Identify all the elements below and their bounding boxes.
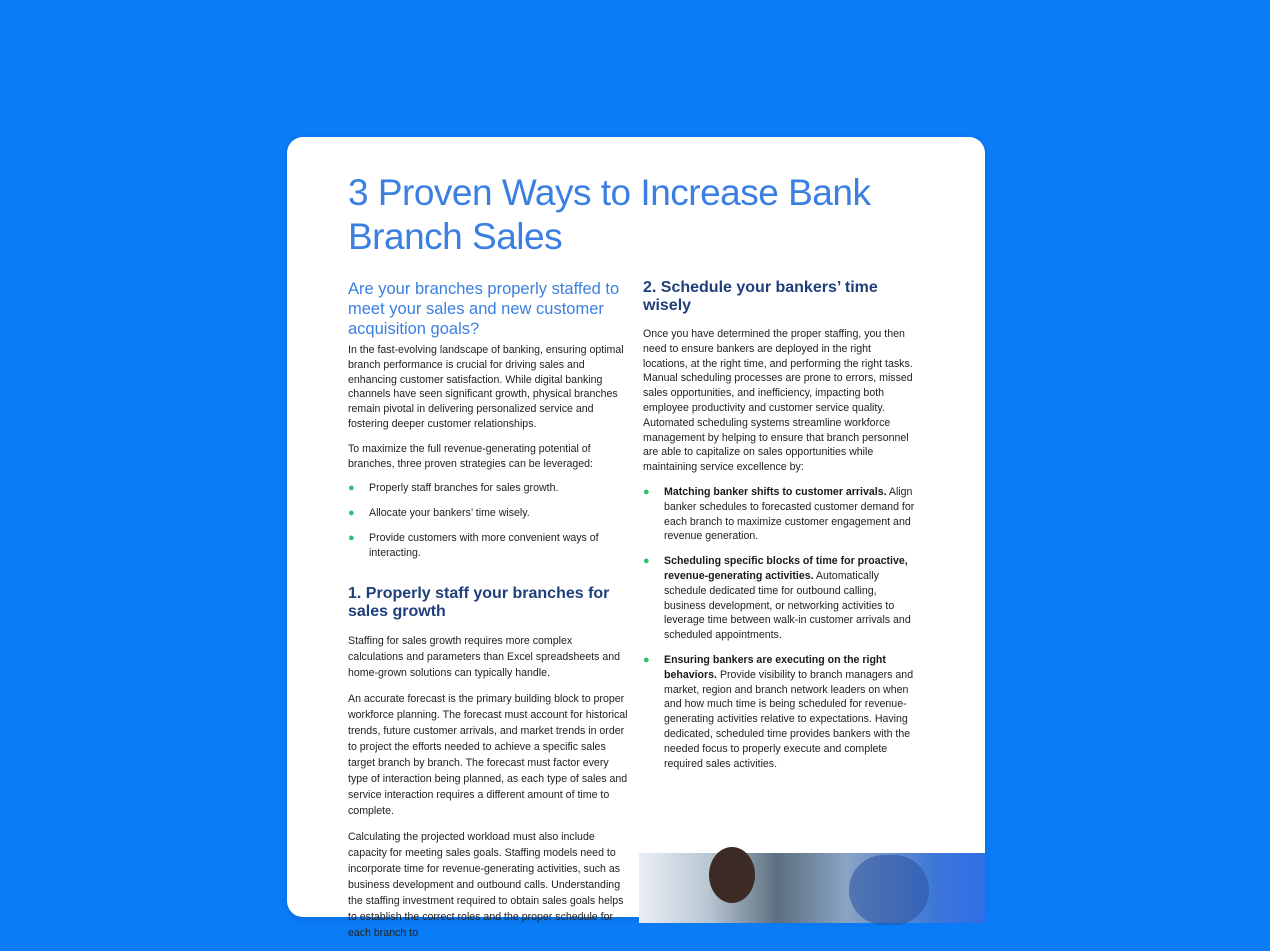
- document-title: 3 Proven Ways to Increase Bank Branch Sales: [348, 172, 871, 257]
- list-item: ● Matching banker shifts to customer arrivals. Align banker schedules to forecasted customer demand for each branch to maximize customer engagement and revenue generation.: [643, 485, 915, 543]
- list-item: ● Scheduling specific blocks of time for proactive, revenue-generating activities. Automatically schedule dedicated time for outbound calling, business development, or networking activities to leverage time between walk-in customer arrivals and scheduled appointments.: [643, 555, 911, 642]
- intro-question: Are your branches properly staffed to meet your sales and new customer acquisition goals?: [348, 280, 620, 338]
- list-item: ● Properly staff branches for sales growth.: [348, 482, 559, 495]
- section-1-heading: 1. Properly staff your branches for sales growth: [348, 584, 610, 620]
- section-1-paragraph-2: An accurate forecast is the primary building block to proper workforce planning. The forecast must account for historical trends, future customer arrivals, and market trends in order to project the efforts needed to achieve a specific sales target branch by branch. The forecast must factor every type of interaction being planned, as each type of sales and service interaction requires a different amount of time to complete.: [348, 692, 628, 817]
- bankers-photo: [639, 853, 985, 923]
- bullet-dot-icon: ●: [348, 482, 355, 495]
- bullet-dot-icon: ●: [348, 531, 355, 544]
- list-item: ● Allocate your bankers’ time wisely.: [348, 507, 530, 520]
- list-item: ● Ensuring bankers are executing on the right behaviors. Provide visibility to branch managers and market, region and branch network leaders on when and how much time is being scheduled for revenue-generating activities relative to expectations. Having dedicated, scheduled time provides bankers with the needed focus to properly execute and complete required sales activities.: [643, 653, 914, 770]
- intro-paragraph-2: To maximize the full revenue-generating potential of branches, three proven strategies can be leveraged:: [348, 442, 593, 470]
- bullet-dot-icon: ●: [348, 507, 355, 520]
- right-column: [643, 279, 915, 781]
- section-2-paragraph: Once you have determined the proper staffing, you then need to ensure bankers are deployed in the right locations, at the right time, and performing the right tasks. Manual scheduling processes are prone to errors, missed sales opportunities, and inefficiency, impacting both employee productivity and customer service quality. Automated scheduling systems streamline workforce management by helping to ensure that branch personnel are able to capitalize on sales opportunities while maintaining service excellence by:: [643, 328, 913, 474]
- bullet-dot-icon: ●: [643, 653, 650, 666]
- scheduling-list: [643, 485, 915, 771]
- left-column: [348, 279, 630, 951]
- person-silhouette: [709, 847, 755, 903]
- section-2-heading: 2. Schedule your bankers’ time wisely: [643, 279, 878, 314]
- section-1-paragraph-1: Staffing for sales growth requires more complex calculations and parameters than Excel spreadsheets and home-grown solutions can typically handle.: [348, 634, 621, 679]
- list-item: ● Provide customers with more convenient ways of interacting.: [348, 531, 599, 559]
- document-page: [287, 137, 985, 939]
- strategy-list: [348, 481, 630, 560]
- intro-paragraph-1: In the fast-evolving landscape of banking, ensuring optimal branch performance is crucial for driving sales and enhancing customer satisfaction. While digital banking channels have seen significant growth, physical branches remain pivotal in delivering personalized service and fostering deeper customer relationships.: [348, 344, 624, 430]
- person-silhouette: [849, 855, 929, 925]
- bullet-dot-icon: ●: [643, 555, 650, 568]
- bullet-dot-icon: ●: [643, 485, 650, 498]
- section-1-paragraph-3: Calculating the projected workload must also include capacity for meeting sales goals. Staffing models need to incorporate time for revenue-generating activities, such as business development and outbound calls. Understanding the staffing investment required to obtain sales goals helps to establish the correct roles and the proper schedule for each branch to: [348, 830, 624, 939]
